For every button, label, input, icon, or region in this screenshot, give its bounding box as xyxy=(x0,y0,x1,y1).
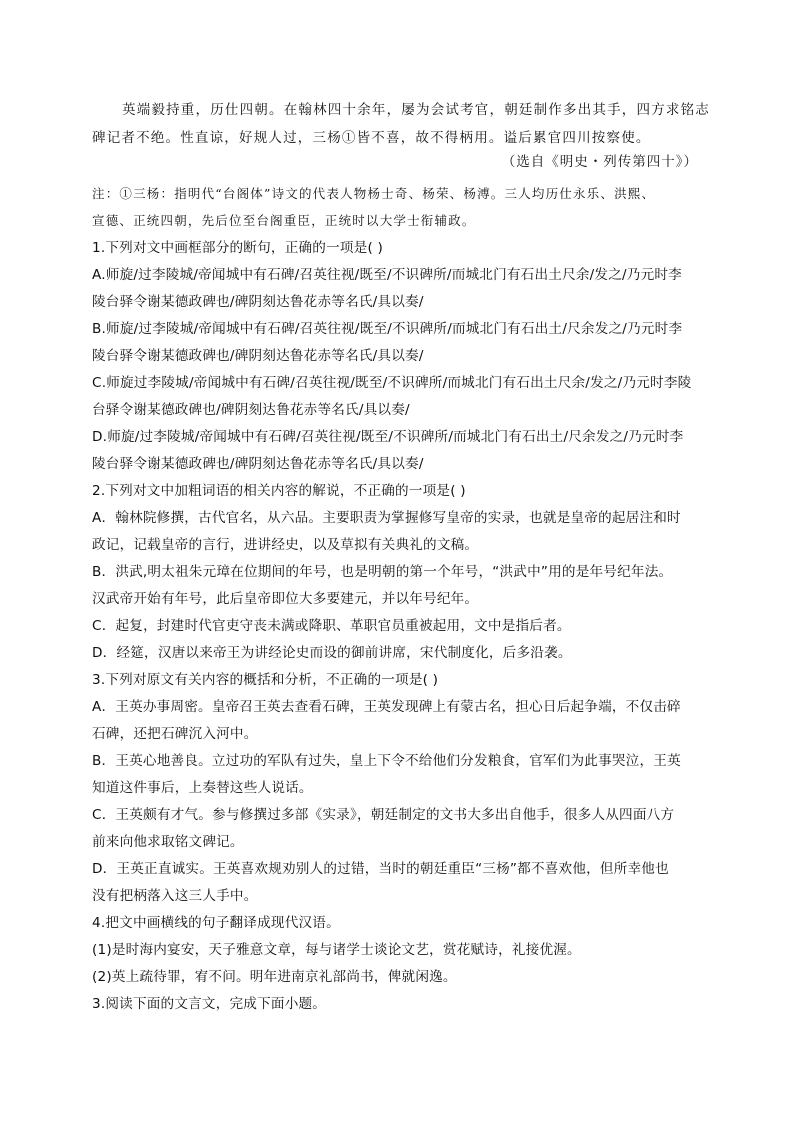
option-line: 政记，记载皇帝的言行，进讲经史，以及草拟有关典礼的文稿。 xyxy=(92,537,479,553)
question-block xyxy=(92,235,704,1018)
option-line: 台驿令谢某德政碑也/碑阴刻达鲁花赤等名氏/具以奏/ xyxy=(92,402,410,418)
passage-line: 碑记者不绝。性直谅，好规人过，三杨①皆不喜，故不得柄用。谥后累官四川按察使。 xyxy=(92,130,651,146)
option-line: D．经筵，汉唐以来帝王为讲经论史而设的御前讲席，宋代制度化，后多沿袭。 xyxy=(92,645,572,661)
question-stem: 1.下列对文中画框部分的断句，正确的一项是( ) xyxy=(92,240,383,256)
option-line: B．洪武,明太祖朱元璋在位期间的年号，也是明朝的第一个年号，“洪武中”用的是年号纪年法。 xyxy=(92,564,673,580)
option-line: 陵台驿令谢某德政碑也/碑阴刻达鲁花赤等名氏/具以奏/ xyxy=(92,456,424,472)
translation-item: (1)是时海内宴安，天子雅意文章，每与诸学士谈论文艺，赏花赋诗，礼接优渥。 xyxy=(92,942,581,958)
option-line: 汉武帝开始有年号，此后皇帝即位大多要建元，并以年号纪年。 xyxy=(92,591,479,607)
option-line: 前来向他求取铭文碑记。 xyxy=(92,834,244,850)
passage-paragraph xyxy=(92,96,710,152)
question-stem: 4.把文中画横线的句子翻译成现代汉语。 xyxy=(92,915,340,931)
option-line: A.师旋/过李陵城/帝闻城中有石碑/召英往视/既至/不识碑所/而城北门有石出土尺余/发之/乃元时李 xyxy=(92,267,682,283)
note-line: 宣德、正统四朝，先后位至台阁重臣，正统时以大学士衔辅政。 xyxy=(92,213,476,228)
passage-line: 英端毅持重，历仕四朝。在翰林四十余年，屡为会试考官，朝廷制作多出其手，四方求铭志 xyxy=(122,102,710,118)
option-line: 没有把柄落入这三人手中。 xyxy=(92,888,258,904)
translation-item: (2)英上疏待罪，宥不问。明年进南京礼部尚书，俾就闲逸。 xyxy=(92,969,457,985)
option-line: 知道这件事后，上奏替这些人说话。 xyxy=(92,780,313,796)
option-line: C.师旋过李陵城/帝闻城中有石碑/召英往视/既至/不识碑所/而城北门有石出土尺余/发之/乃元时李陵 xyxy=(92,375,692,391)
section-heading: 3.阅读下面的文言文，完成下面小题。 xyxy=(92,996,327,1012)
passage-source: （选自《明史・列传第四十》） xyxy=(501,154,698,170)
question-stem: 3.下列对原文有关内容的概括和分析，不正确的一项是( ) xyxy=(92,672,439,688)
option-line: D．王英正直诚实。王英喜欢规劝别人的过错，当时的朝廷重臣“三杨”都不喜欢他，但所幸他也 xyxy=(92,861,669,877)
option-line: A．王英办事周密。皇帝召王英去查看石碑，王英发现碑上有蒙古名，担心日后起争端，不仅击碎 xyxy=(92,699,681,715)
option-line: 陵台驿令谢某德政碑也/碑阴刻达鲁花赤等名氏/具以奏/ xyxy=(92,294,424,310)
option-line: B．王英心地善良。立过功的军队有过失，皇上下令不给他们分发粮食，官军们为此事哭泣，王英 xyxy=(92,753,681,769)
option-line: 陵台驿令谢某德政碑也/碑阴刻达鲁花赤等名氏/具以奏/ xyxy=(92,348,424,364)
option-line: 石碑，还把石碑沉入河中。 xyxy=(92,726,258,742)
option-line: C．起复，封建时代官吏守丧未满或降职、革职官员重被起用，文中是指后者。 xyxy=(92,618,571,634)
option-line: D.师旋/过李陵城/帝闻城中有石碑/召英往视/既至/不识碑所/而城北门有石出土/尺余发之/乃元时李 xyxy=(92,429,684,445)
option-line: B.师旋/过李陵城/帝闻城中有石碑/召英往视/既至/不识碑所/而城北门有石出土/尺余发之/乃元时李 xyxy=(92,321,683,337)
option-line: A．翰林院修撰，古代官名，从六品。主要职责为掌握修写皇帝的实录，也就是皇帝的起居注和时 xyxy=(92,510,681,526)
note-line: 注：①三杨：指明代“台阁体”诗文的代表人物杨士奇、杨荣、杨溥。三人均历仕永乐、洪熙、 xyxy=(92,186,656,201)
option-line: C．王英颇有才气。参与修撰过多部《实录》，朝廷制定的文书大多出自他手，很多人从四面八方 xyxy=(92,807,675,823)
passage-note xyxy=(92,180,704,234)
question-stem: 2.下列对文中加粗词语的相关内容的解说，不正确的一项是( ) xyxy=(92,483,466,499)
